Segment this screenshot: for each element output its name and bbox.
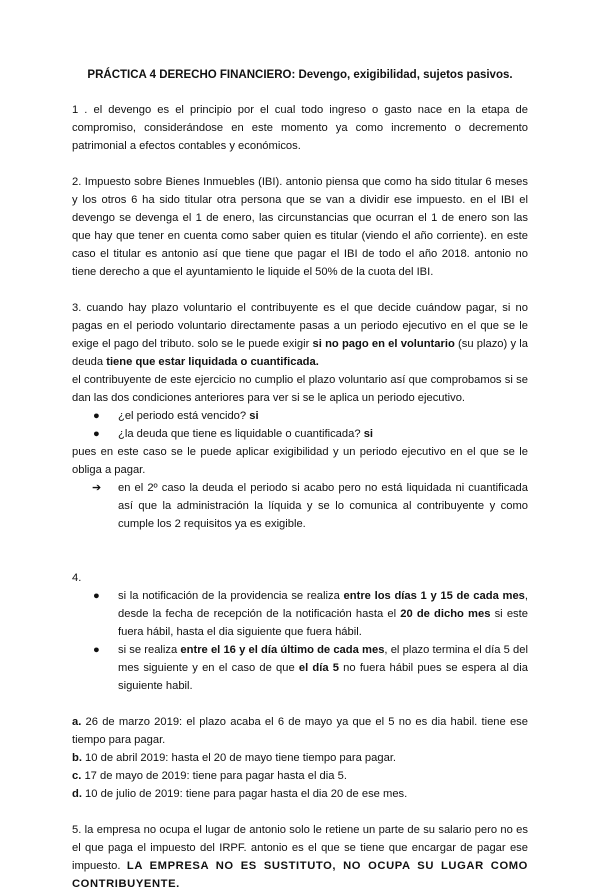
section-4-number: 4. (72, 572, 82, 584)
text: 5. la empresa no ocupa el lugar de antonio solo le retiene un parte de su salario pero no es el que paga el impuesto del IRPF. antonio es el que se tiene que encargar de pagar ese impuesto. (72, 824, 528, 872)
text: si este fuera hábil, hasta el dia siguiente que fuera hábil. (118, 608, 528, 638)
section-1: 1 . el devengo es el principio por el cual todo ingreso o gasto nace en la etapa de compromiso, considerándose en este momento ya como incremento o decremento patrimonial a efectos contables y económicos. (72, 104, 528, 152)
bold-text: entre los días 1 y 15 de cada mes (343, 590, 525, 602)
item-letter: c. (72, 770, 82, 782)
text: en el 2º caso la deuda el periodo si acabo pero no está liquidada ni cuantificada así que la administración la líquida y se lo comunica al contribuyente y como cumple los 2 requisitos ya es exigible. (118, 482, 528, 530)
date-item-b (72, 749, 528, 767)
text: no fuera hábil pues se espera al dia siguiente habil. (118, 662, 528, 692)
bold-text: si (249, 410, 259, 422)
text: si la notificación de la providencia se realiza (118, 590, 344, 602)
section-2: 2. Impuesto sobre Bienes Inmuebles (IBI). antonio piensa que como ha sido titular 6 meses y los otros 6 ha sido titular otra persona que se van a dividir ese impuesto. en el IBI el devengo se devenga el 1 de enero, las circunstancias que ocurran el 1 de enero son las que hay que tener en cuenta como saber quien es titular (viendo el año corriente). en este caso el titular es antonio así que tiene que pagar el IBI de todo el año 2018. antonio no tiene derecho a que el ayuntamiento le liquide el 50% de la cuota del IBI. (72, 176, 528, 278)
list-item (72, 479, 528, 533)
bullet-icon: ● (93, 644, 100, 656)
section-5 (72, 821, 528, 893)
text: 3. cuando hay plazo voluntario el contribuyente es el que decide cuándow pagar, si no pagas en el periodo voluntario directamente pasas a un periodo ejecutivo en el que se le exige el pago del tributo. solo se le puede exigir (72, 302, 528, 350)
page-title: PRÁCTICA 4 DERECHO FINANCIERO: Devengo, exigibilidad, sujetos pasivos. (87, 69, 513, 81)
text: 17 de mayo de 2019: tiene para pagar hasta el dia 5. (81, 770, 347, 782)
deadline-list (72, 587, 528, 695)
text: si se realiza (118, 644, 181, 656)
item-letter: d. (72, 788, 82, 800)
list-item (72, 641, 528, 695)
text: 10 de abril 2019: hasta el 20 de mayo tiene tiempo para pagar. (81, 752, 397, 764)
item-letter: a. (72, 716, 82, 728)
date-item-c (72, 767, 528, 785)
list-item (72, 587, 528, 641)
section-3-conclusion: pues en este caso se le puede aplicar exigibilidad y un periodo ejecutivo en el que se le obliga a pagar. (72, 446, 528, 476)
bold-text: si no pago en el voluntario (312, 338, 455, 350)
bullet-icon: ● (93, 590, 100, 602)
dates-list (72, 713, 528, 803)
list-item (72, 407, 528, 425)
bullet-icon: ● (93, 428, 100, 440)
bold-text: 20 de dicho mes (400, 608, 491, 620)
section-4 (72, 569, 528, 695)
section-3 (72, 299, 528, 533)
bold-text: entre el 16 y el día último de cada mes (180, 644, 385, 656)
arrow-list (72, 479, 528, 533)
arrow-icon: ➔ (92, 482, 102, 494)
bold-text: si (363, 428, 374, 440)
bold-text: LA EMPRESA NO ES SUSTITUTO, NO OCUPA SU LUGAR COMO CONTRIBUYENTE. (72, 860, 528, 890)
list-item (72, 425, 528, 443)
text: , desde la fecha de recepción de la notificación hasta el (118, 590, 529, 620)
bold-text: tiene que estar liquidada o cuantificada. (106, 356, 319, 368)
text: (su plazo) y la deuda (72, 338, 528, 368)
date-item-d (72, 785, 528, 803)
text: ¿el periodo está vencido? (118, 410, 250, 422)
date-item-a (72, 713, 528, 749)
bullet-icon: ● (93, 410, 100, 422)
document-page (72, 66, 528, 893)
bold-text: el día 5 (298, 662, 339, 674)
text: 26 de marzo 2019: el plazo acaba el 6 de mayo ya que el 5 no es dia habil. tiene ese tiempo para pagar. (72, 716, 528, 746)
section-3-intro (72, 299, 528, 371)
text: ¿la deuda que tiene es liquidable o cuantificada? (118, 428, 364, 440)
item-letter: b. (72, 752, 82, 764)
condition-list (72, 407, 528, 443)
text: , el plazo termina el día 5 del mes siguiente y en el caso de que (118, 644, 528, 674)
text: 10 de julio de 2019: tiene para pagar hasta el dia 20 de ese mes. (81, 788, 408, 800)
section-3-para: el contribuyente de este ejercicio no cumplio el plazo voluntario así que comprobamos si se dan las dos condiciones anteriores para ver si se le aplica un periodo ejecutivo. (72, 374, 528, 404)
